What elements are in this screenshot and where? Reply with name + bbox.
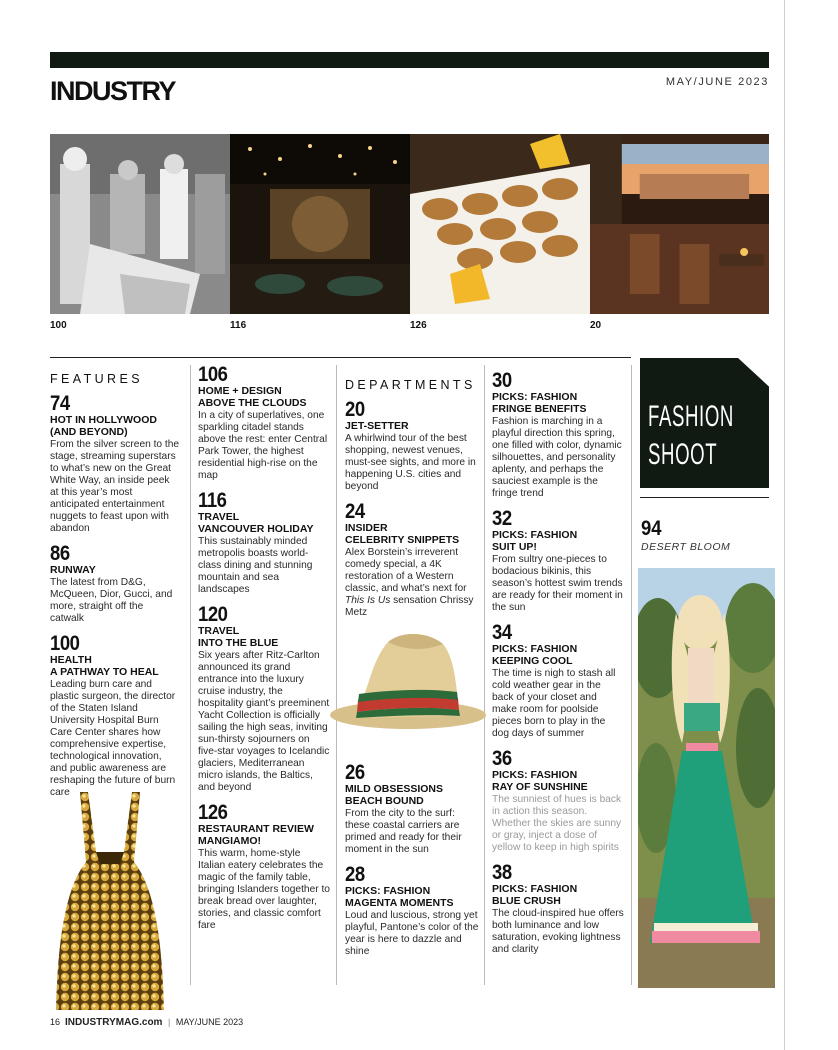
- entry-description: In a city of superlatives, one sparkling citadel stands above the rest: enter Central Park Tower, the highest residential high-rise on the map: [198, 410, 328, 481]
- page-number: 32: [492, 507, 512, 530]
- entry-title: BEACH BOUND: [345, 795, 424, 807]
- page-number: 120: [198, 603, 228, 626]
- entry-title: INTO THE BLUE: [198, 637, 279, 649]
- entry-title: A PATHWAY TO HEAL: [50, 666, 159, 678]
- issue-date: MAY/JUNE 2023: [665, 76, 769, 88]
- entry-description: The sunniest of hues is back in action this season. Whether the skies are sunny or gray, inject a dose of yellow to keep in high spirits: [492, 794, 622, 853]
- toc-entry[interactable]: [50, 393, 180, 535]
- entry-section: PICKS: FASHION: [492, 883, 578, 895]
- entry-title: HOT IN HOLLYWOOD (AND BEYOND): [50, 414, 157, 438]
- page-number: 116: [198, 489, 227, 512]
- toc-entry[interactable]: [198, 604, 330, 794]
- gold-sequin-top-image: [50, 792, 170, 1010]
- photo-jet-setter-terrace: [590, 134, 769, 314]
- page-number: 34: [492, 621, 512, 644]
- entry-description: Fashion is marching in a playful direction this spring, one filled with color, dynamic silhouettes, and personality aplenty, and perhaps the sauciest example is the fringe trend: [492, 416, 622, 499]
- entry-section: TRAVEL: [198, 625, 240, 637]
- page-number: 20: [345, 398, 365, 421]
- masthead-logo: INDUSTRY: [50, 76, 176, 106]
- fashion-shoot-page-number: 94: [641, 517, 662, 540]
- photo-page-number: 20: [590, 320, 602, 331]
- photo-mangiamo-clams: [410, 134, 590, 314]
- entry-title: BLUE CRUSH: [492, 895, 561, 907]
- column-divider: [190, 365, 191, 985]
- features-heading: FEATURES: [50, 372, 143, 386]
- site-link[interactable]: INDUSTRYMAG.com: [65, 1017, 163, 1028]
- page-number: 106: [198, 363, 228, 386]
- entry-description: A whirlwind tour of the best shopping, newest venues, must-see sights, and more in happening U.S. cities and beyond: [345, 433, 476, 492]
- features-column-2: [198, 364, 330, 940]
- desert-bloom-photo: [638, 568, 775, 988]
- entry-description: The cloud-inspired hue offers both luminance and low saturation, evoking lightness and clarity: [492, 908, 624, 955]
- entry-title: RAY OF SUNSHINE: [492, 781, 588, 793]
- page-number: 100: [50, 632, 80, 655]
- show-title: This Is Us: [345, 595, 391, 606]
- footer-issue-date: MAY/JUNE 2023: [175, 1017, 244, 1027]
- toc-entry[interactable]: [345, 501, 479, 619]
- toc-entry[interactable]: [345, 864, 479, 958]
- entry-title: SUIT UP!: [492, 541, 537, 553]
- entry-description: Loud and luscious, strong yet playful, Pantone’s color of the year is here to dazzle and shine: [345, 910, 479, 957]
- photo-page-number: 100: [50, 320, 67, 331]
- entry-title: MAGENTA MOMENTS: [345, 897, 454, 909]
- page-number: 74: [50, 392, 70, 415]
- column-divider: [631, 365, 632, 985]
- entry-section: HEALTH: [50, 654, 92, 666]
- photo-page-number: 126: [410, 320, 427, 331]
- entry-section: INSIDER: [345, 522, 388, 534]
- entry-section: PICKS: FASHION: [492, 769, 578, 781]
- toc-entry[interactable]: [50, 633, 180, 799]
- fashion-shoot-divider: [640, 497, 769, 498]
- folio-number: 16: [50, 1017, 61, 1027]
- departments-heading: DEPARTMENTS: [345, 378, 476, 392]
- entry-section: TRAVEL: [198, 511, 240, 523]
- entry-description: Leading burn care and plastic surgeon, the director of the Staten Island University Hospital Burn Care Center shares how comprehensive expertise, technological innovation, and public awareness are reshaping the future of burn care: [50, 679, 176, 798]
- photo-page-number: 116: [230, 320, 247, 331]
- departments-column-bottom: [345, 762, 479, 966]
- entry-description: From sultry one-pieces to bodacious bikinis, this season’s hottest swim trends are ready for their moment in the sun: [492, 554, 623, 613]
- departments-column-top: [345, 399, 479, 627]
- straw-fedora-image: [328, 630, 488, 735]
- toc-entry[interactable]: [492, 748, 624, 854]
- toc-entry[interactable]: [198, 364, 330, 482]
- page-edge-rule: [784, 0, 785, 1050]
- entry-section: RESTAURANT REVIEW: [198, 823, 314, 835]
- section-divider: [50, 357, 631, 358]
- entry-title: CELEBRITY SNIPPETS: [345, 534, 460, 546]
- entry-title: MANGIAMO!: [198, 835, 261, 847]
- entry-section: HOME + DESIGN: [198, 385, 282, 397]
- toc-entry[interactable]: [50, 543, 180, 625]
- entry-title: ABOVE THE CLOUDS: [198, 397, 307, 409]
- photo-above-the-clouds-interior: [230, 134, 410, 314]
- features-column: [50, 393, 180, 807]
- entry-title: VANCOUVER HOLIDAY: [198, 523, 314, 535]
- toc-entry[interactable]: [198, 490, 330, 596]
- entry-section: PICKS: FASHION: [492, 529, 578, 541]
- page-number: 38: [492, 861, 512, 884]
- entry-section: PICKS: FASHION: [492, 643, 578, 655]
- picks-column: [492, 370, 624, 964]
- entry-description: From the silver screen to the stage, streaming superstars to what’s new on the Great White Way, an inside peek at this year’s most anticipated entertainment nuggets to feast upon with abandon: [50, 439, 180, 534]
- page-footer: [50, 1017, 243, 1028]
- entry-section: MILD OBSESSIONS: [345, 783, 444, 795]
- entry-description: [345, 547, 479, 619]
- photo-burn-care-surgery: [50, 134, 230, 314]
- footer-separator: |: [167, 1017, 171, 1027]
- toc-entry[interactable]: [492, 508, 624, 614]
- page-number: 30: [492, 369, 512, 392]
- entry-description: This warm, home-style Italian eatery celebrates the magic of the family table, bringing Islanders together to break bread over laughter, stories, and classic comfort fare: [198, 848, 330, 931]
- entry-title: RUNWAY: [50, 564, 96, 576]
- entry-description: From the city to the surf: these coastal carriers are primed and ready for their moment in the sun: [345, 808, 462, 855]
- toc-entry[interactable]: [492, 622, 624, 740]
- top-bar: [50, 52, 769, 68]
- page-number: 24: [345, 500, 365, 523]
- entry-description: The time is nigh to stash all cold weather gear in the back of your closet and make room for poolside pieces born to play in the dog days of summer: [492, 668, 616, 739]
- entry-description: The latest from D&G, McQueen, Dior, Gucci, and more, straight off the catwalk: [50, 577, 173, 624]
- entry-section: PICKS: FASHION: [492, 391, 578, 403]
- entry-title: KEEPING COOL: [492, 655, 573, 667]
- page-number: 28: [345, 863, 365, 886]
- entry-description-text: sensation Chrissy Metz: [345, 595, 474, 618]
- toc-entry[interactable]: [345, 399, 479, 493]
- fashion-shoot-label-line: SHOOT: [648, 438, 718, 471]
- fashion-shoot-title[interactable]: DESERT BLOOM: [641, 541, 731, 553]
- entry-section: PICKS: FASHION: [345, 885, 431, 897]
- page-number: 126: [198, 801, 228, 824]
- entry-title: FRINGE BENEFITS: [492, 403, 587, 415]
- page-number: 36: [492, 747, 512, 770]
- toc-entry[interactable]: [492, 370, 624, 500]
- entry-title: JET-SETTER: [345, 420, 409, 432]
- toc-entry[interactable]: [198, 802, 330, 932]
- entry-description-text: Alex Borstein’s irreverent comedy special, a 4K restoration of a Western classic, and what’s next for: [345, 547, 467, 594]
- fashion-shoot-label: [648, 398, 734, 474]
- toc-entry[interactable]: [345, 762, 479, 856]
- toc-entry[interactable]: [492, 862, 624, 956]
- fashion-shoot-label-line: FASHION: [648, 400, 734, 433]
- entry-description: This sustainably minded metropolis boasts world-class dining and stunning mountain and sea landscapes: [198, 536, 313, 595]
- page-number: 86: [50, 542, 70, 565]
- page-number: 26: [345, 761, 365, 784]
- entry-description: Six years after Ritz-Carlton announced its grand entrance into the luxury cruise industry, the hospitality giant’s preeminent Yacht Collection is officially sailing the high seas, inviting sun-thirsty sojourners on five-star voyages to Icelandic glaciers, Mediterranean micro islands, the Baltics, and beyond: [198, 650, 330, 793]
